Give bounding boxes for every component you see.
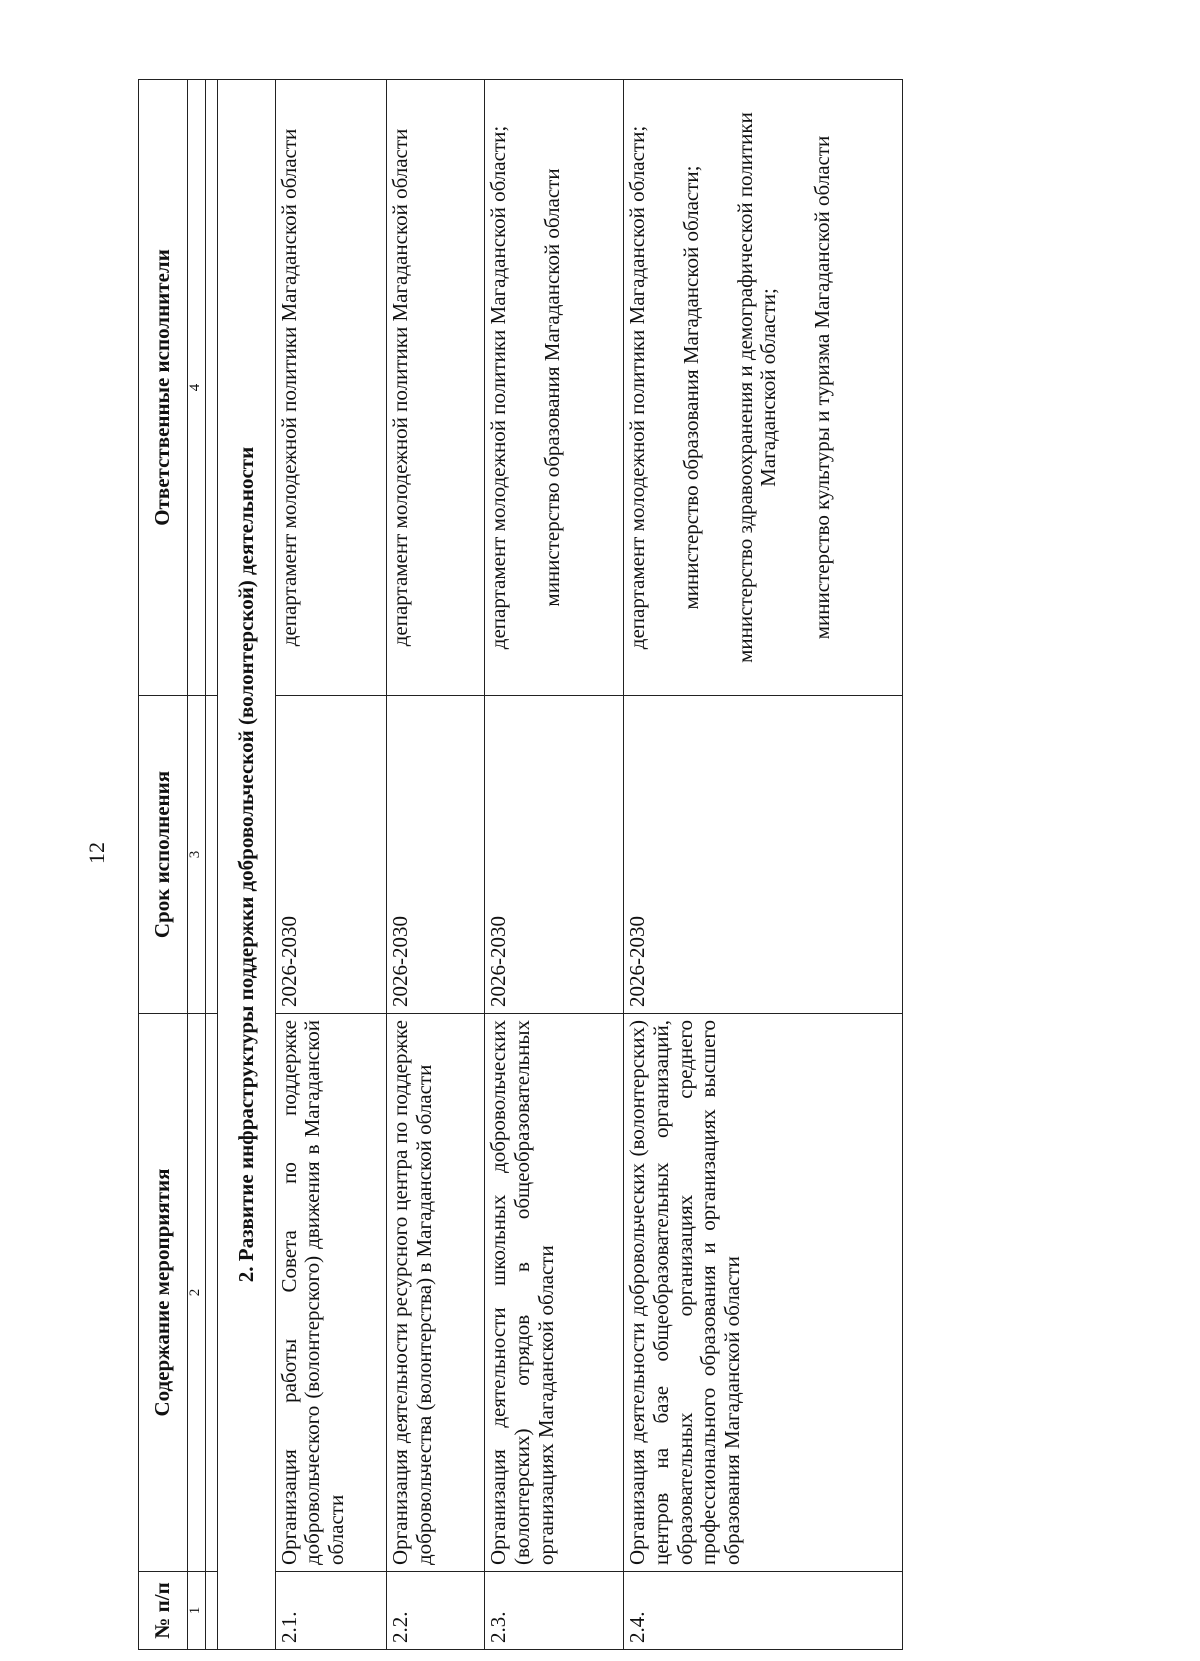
row-content: Организация деятельности школьных добровольческих (волонтерских) отрядов в общеобразовательных организациях Магаданской области <box>485 1014 624 1572</box>
row-content: Организация работы Совета по поддержке добровольческого (волонтерского) движения в Магаданской области <box>275 1014 386 1572</box>
row-responsible <box>624 80 903 696</box>
row-term: 2026-2030 <box>485 696 624 1014</box>
responsible-entry: департамент молодежной политики Магаданской области; <box>486 125 511 650</box>
row-responsible <box>386 80 484 696</box>
page-number: 12 <box>84 842 109 864</box>
responsible-entry: министерство образования Магаданской области <box>539 168 564 607</box>
row-term: 2026-2030 <box>386 696 484 1014</box>
spacer-cell <box>206 1014 218 1572</box>
row-number: 2.2. <box>386 1572 484 1650</box>
row-term: 2026-2030 <box>275 696 386 1014</box>
spacer-cell <box>206 80 218 696</box>
column-number: 4 <box>188 80 206 696</box>
header-content: Содержание мероприятия <box>139 1014 188 1572</box>
column-number: 3 <box>188 696 206 1014</box>
column-number: 2 <box>188 1014 206 1572</box>
table-row <box>386 80 484 1650</box>
measures-table <box>138 79 903 1650</box>
spacer-cell <box>206 1572 218 1650</box>
section-title: 2. Развитие инфраструктуры поддержки добровольческой (волонтерской) деятельности <box>218 80 276 1650</box>
responsible-entry: министерство культуры и туризма Магаданской области <box>809 135 834 640</box>
column-number-row <box>188 80 206 1650</box>
row-term: 2026-2030 <box>624 696 903 1014</box>
responsible-entry: министерство образования Магаданской области; <box>678 165 703 610</box>
table-row <box>624 80 903 1650</box>
spacer-cell <box>206 696 218 1014</box>
header-number: № п/п <box>139 1572 188 1650</box>
column-number: 1 <box>188 1572 206 1650</box>
table-row <box>275 80 386 1650</box>
responsible-entry: департамент молодежной политики Магаданской области; <box>625 125 650 650</box>
rotated-table-wrapper <box>138 80 903 1650</box>
row-number: 2.3. <box>485 1572 624 1650</box>
table-header-row <box>139 80 188 1650</box>
responsible-entry: министерство здравоохранения и демографической политики Магаданской области; <box>732 112 781 663</box>
row-content: Организация деятельности добровольческих (волонтерских) центров на базе общеобразовательных организаций, образовательных организациях среднего профессионального образования и организациях высшего образования Магаданской области <box>624 1014 903 1572</box>
header-responsible: Ответственные исполнители <box>139 80 188 696</box>
row-number: 2.4. <box>624 1572 903 1650</box>
row-responsible <box>485 80 624 696</box>
row-content: Организация деятельности ресурсного центра по поддержке добровольчества (волонтерства) в Магаданской области <box>386 1014 484 1572</box>
header-term: Срок исполнения <box>139 696 188 1014</box>
row-responsible <box>275 80 386 696</box>
responsible-entry: департамент молодежной политики Магаданской области <box>276 128 301 647</box>
responsible-entry: департамент молодежной политики Магаданской области <box>387 128 412 647</box>
row-number: 2.1. <box>275 1572 386 1650</box>
section-row <box>218 80 276 1650</box>
spacer-row <box>206 80 218 1650</box>
table-row <box>485 80 624 1650</box>
